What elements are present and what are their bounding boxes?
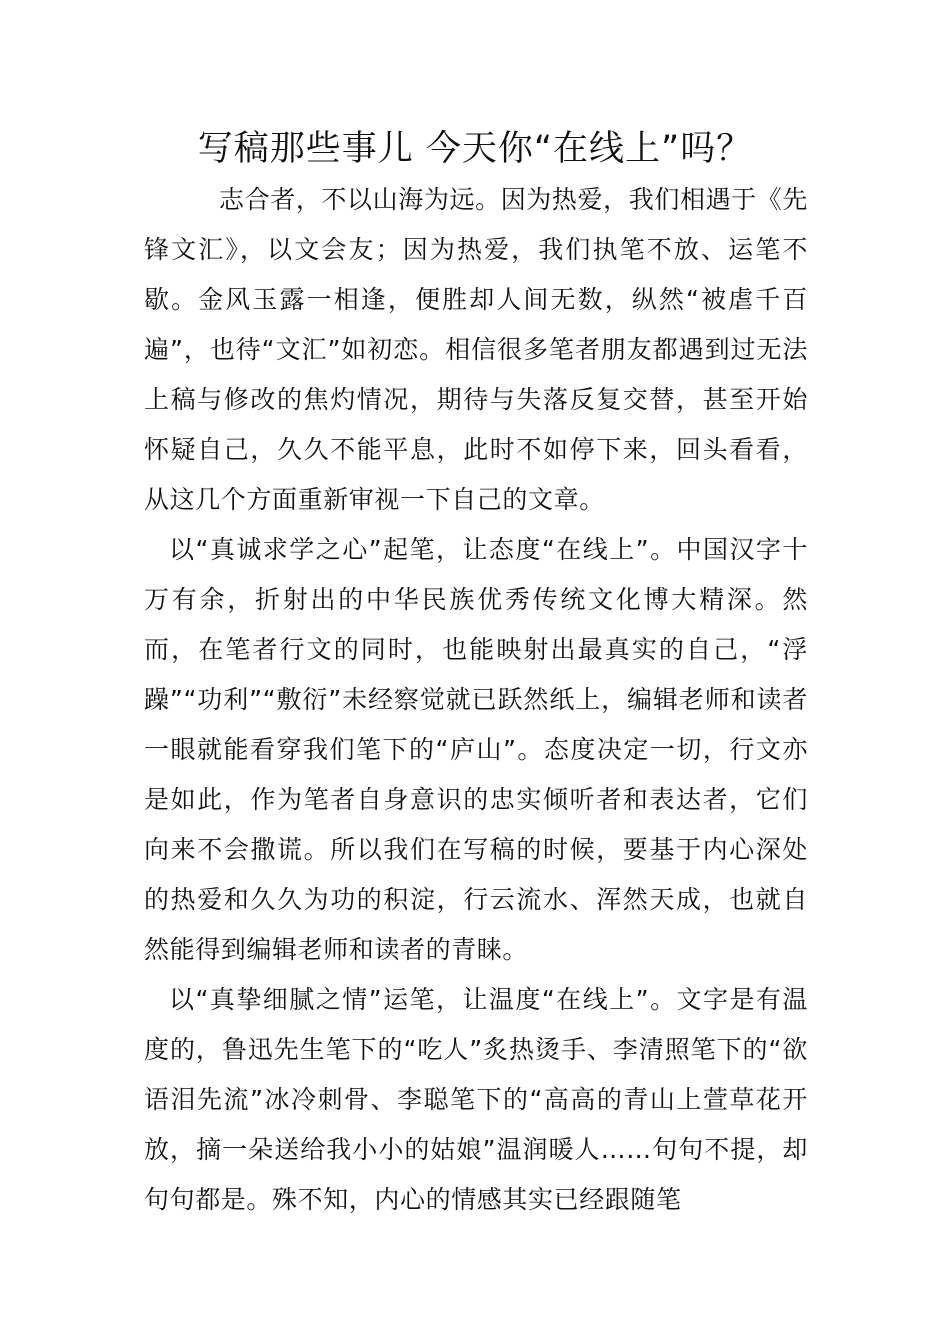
paragraph-attitude: 以“真诚求学之心”起笔，让态度“在线上”。中国汉字十万有余，折射出的中华民族优秀传统文化博大精深。然而，在笔者行文的同时，也能映射出最真实的自己，“浮躁”“功利”“敷衍”未经察觉就已跃然纸上，编辑老师和读者一眼就能看穿我们笔下的“庐山”。态度决定一切，行文亦是如此，作为笔者自身意识的忠实倾听者和表达者，它们向来不会撒谎。所以我们在写稿的时候，要基于内心深处的热爱和久久为功的积淀，行云流水、浑然天成，也就自然能得到编辑老师和读者的青睐。: [144, 535, 808, 964]
document-body: [144, 175, 808, 1225]
document-title: 写稿那些事儿 今天你“在线上”吗？: [197, 129, 753, 169]
paragraph-intro: 志合者，不以山海为远。因为热爱，我们相遇于《先锋文汇》，以文会友；因为热爱，我们执笔不放、运笔不歇。金风玉露一相逢，便胜却人间无数，纵然“被虐千百遍”，也待“文汇”如初恋。相信很多笔者朋友都遇到过无法上稿与修改的焦灼情况，期待与失落反复交替，甚至开始怀疑自己，久久不能平息，此时不如停下来，回头看看，从这几个方面重新审视一下自己的文章。: [144, 185, 808, 514]
paragraph-warmth: 以“真挚细腻之情”运笔，让温度“在线上”。文字是有温度的，鲁迅先生笔下的“吃人”炙热烫手、李清照笔下的“欲语泪先流”冰冷刺骨、李聪笔下的“高高的青山上萱草花开放，摘一朵送给我小小的姑娘”温润暖人……句句不提，却句句都是。殊不知，内心的情感其实已经跟随笔: [144, 985, 808, 1214]
